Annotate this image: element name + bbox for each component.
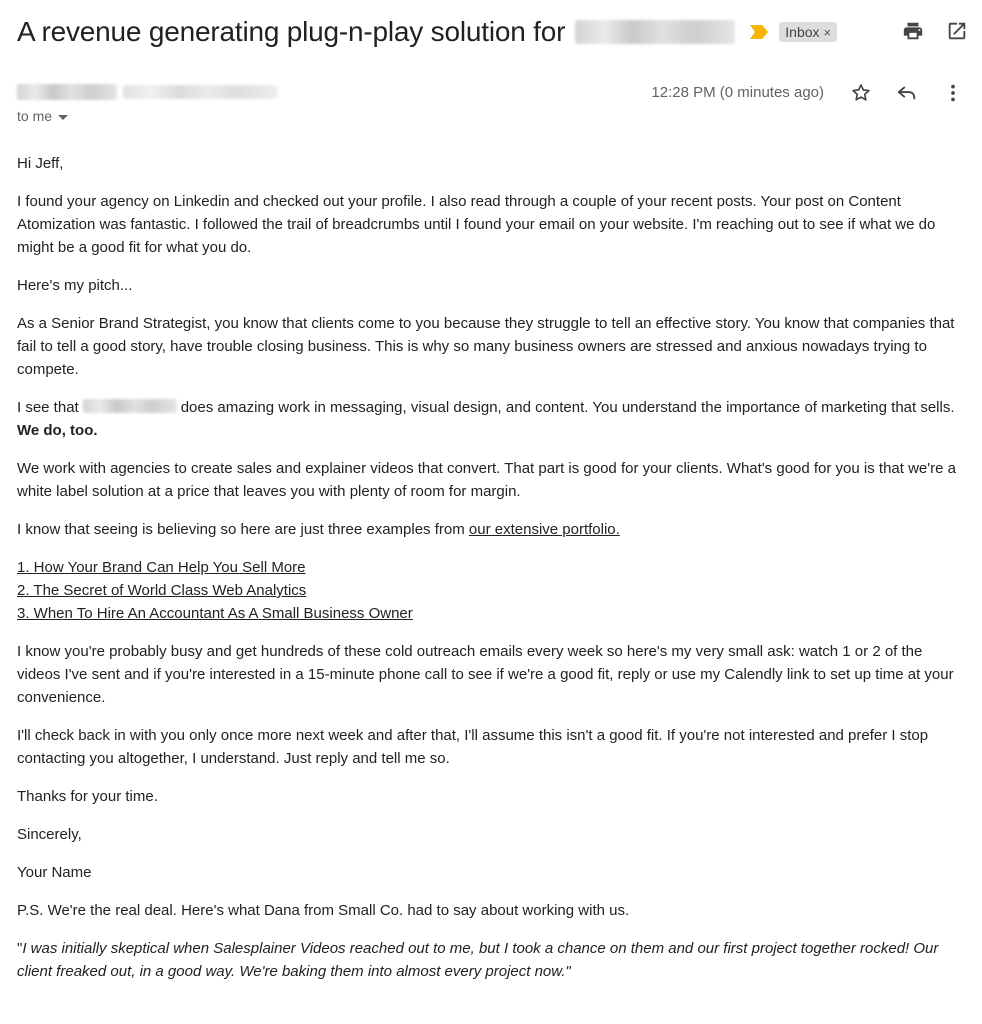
- paragraph-agency-praise-end: does amazing work in messaging, visual design, and content. You understand the importance of marketing that sells.: [180, 399, 955, 416]
- example-link-3[interactable]: 3. When To Hire An Accountant As A Small Business Owner: [17, 605, 413, 622]
- sender-info: [17, 84, 278, 100]
- paragraph-brand-strategist: As a Senior Brand Strategist, you know that clients come to you because they struggle to tell an effective story. You know that companies that fail to tell a good story, have trouble closing business. This is why so many business owners are stressed and anxious nowadays trying to compete.: [17, 315, 955, 378]
- remove-label-icon[interactable]: ×: [823, 24, 832, 40]
- quote-open-mark: ": [17, 940, 23, 957]
- importance-marker-icon[interactable]: [749, 24, 769, 40]
- portfolio-intro: I know that seeing is believing so here are just three examples from: [17, 521, 465, 538]
- email-timestamp: 12:28 PM (0 minutes ago): [651, 84, 824, 101]
- open-in-new-window-icon[interactable]: [946, 20, 968, 42]
- redacted-company-name: [575, 20, 735, 44]
- email-subject: A revenue generating plug-n-play solution for: [17, 16, 566, 47]
- email-subject-row: [17, 12, 837, 52]
- example-link-1[interactable]: 1. How Your Brand Can Help You Sell More: [17, 559, 306, 576]
- recipient-label: to me: [17, 108, 53, 124]
- portfolio-link[interactable]: our extensive portfolio.: [468, 521, 620, 538]
- paragraph-agency-praise-start: I see that: [17, 399, 79, 416]
- signature-name: Your Name: [17, 864, 92, 881]
- star-icon[interactable]: [850, 82, 872, 104]
- redacted-agency-name: [83, 399, 177, 413]
- message-actions: [850, 82, 964, 104]
- paragraph-follow-up: I'll check back in with you only once more next week and after that, I'll assume this isn't a good fit. If you're not interested and prefer I stop contacting you altogether, I understand. Just reply and tell me so.: [17, 727, 929, 767]
- inbox-label-chip[interactable]: [779, 22, 837, 42]
- paragraph-thanks: Thanks for your time.: [17, 788, 158, 805]
- paragraph-pitch: Here's my pitch...: [17, 277, 133, 294]
- emphasis-text: We do, too.: [17, 422, 98, 439]
- reply-icon[interactable]: [896, 82, 918, 104]
- more-vert-icon[interactable]: [942, 82, 964, 104]
- testimonial-quote: [17, 937, 967, 983]
- recipient-details[interactable]: [17, 108, 68, 124]
- paragraph-portfolio: [17, 518, 967, 541]
- sign-off: Sincerely,: [17, 826, 82, 843]
- paragraph-postscript: P.S. We're the real deal. Here's what Dana from Small Co. had to say about working with us.: [17, 902, 630, 919]
- caret-down-icon[interactable]: [58, 115, 68, 120]
- inbox-label-text: Inbox: [785, 24, 820, 40]
- redacted-sender-email: [123, 85, 278, 99]
- paragraph-ask: I know you're probably busy and get hundreds of these cold outreach emails every week so here's my very small ask: watch 1 or 2 of the videos I've sent and if you're interested in a 15-minute phone call to see if we're a good fit, reply or use my Calendly link to set up time at your convenience.: [17, 643, 954, 706]
- thread-actions: [902, 20, 968, 42]
- paragraph-services: We work with agencies to create sales and explainer videos that convert. That part is good for your clients. What's good for you is that we're a white label solution at a price that leaves you with plenty of room for margin.: [17, 460, 956, 500]
- paragraph-intro: I found your agency on Linkedin and checked out your profile. I also read through a couple of your recent posts. Your post on Content Atomization was fantastic. I followed the trail of breadcrumbs until I found your email on your website. I'm reaching out to see if what we do might be a good fit for what you do.: [17, 193, 936, 256]
- testimonial-text: I was initially skeptical when Salesplainer Videos reached out to me, but I took a chance on them and our first project together rocked! Our client freaked out, in a good way. We're baking them into almost every project now.": [17, 940, 939, 980]
- example-link-2[interactable]: 2. The Secret of World Class Web Analytics: [17, 582, 307, 599]
- print-icon[interactable]: [902, 20, 924, 42]
- example-links-list: [17, 556, 967, 625]
- redacted-sender-name: [17, 84, 117, 100]
- paragraph-agency-praise: [17, 396, 967, 442]
- email-body: [17, 152, 967, 998]
- greeting: Hi Jeff,: [17, 155, 64, 172]
